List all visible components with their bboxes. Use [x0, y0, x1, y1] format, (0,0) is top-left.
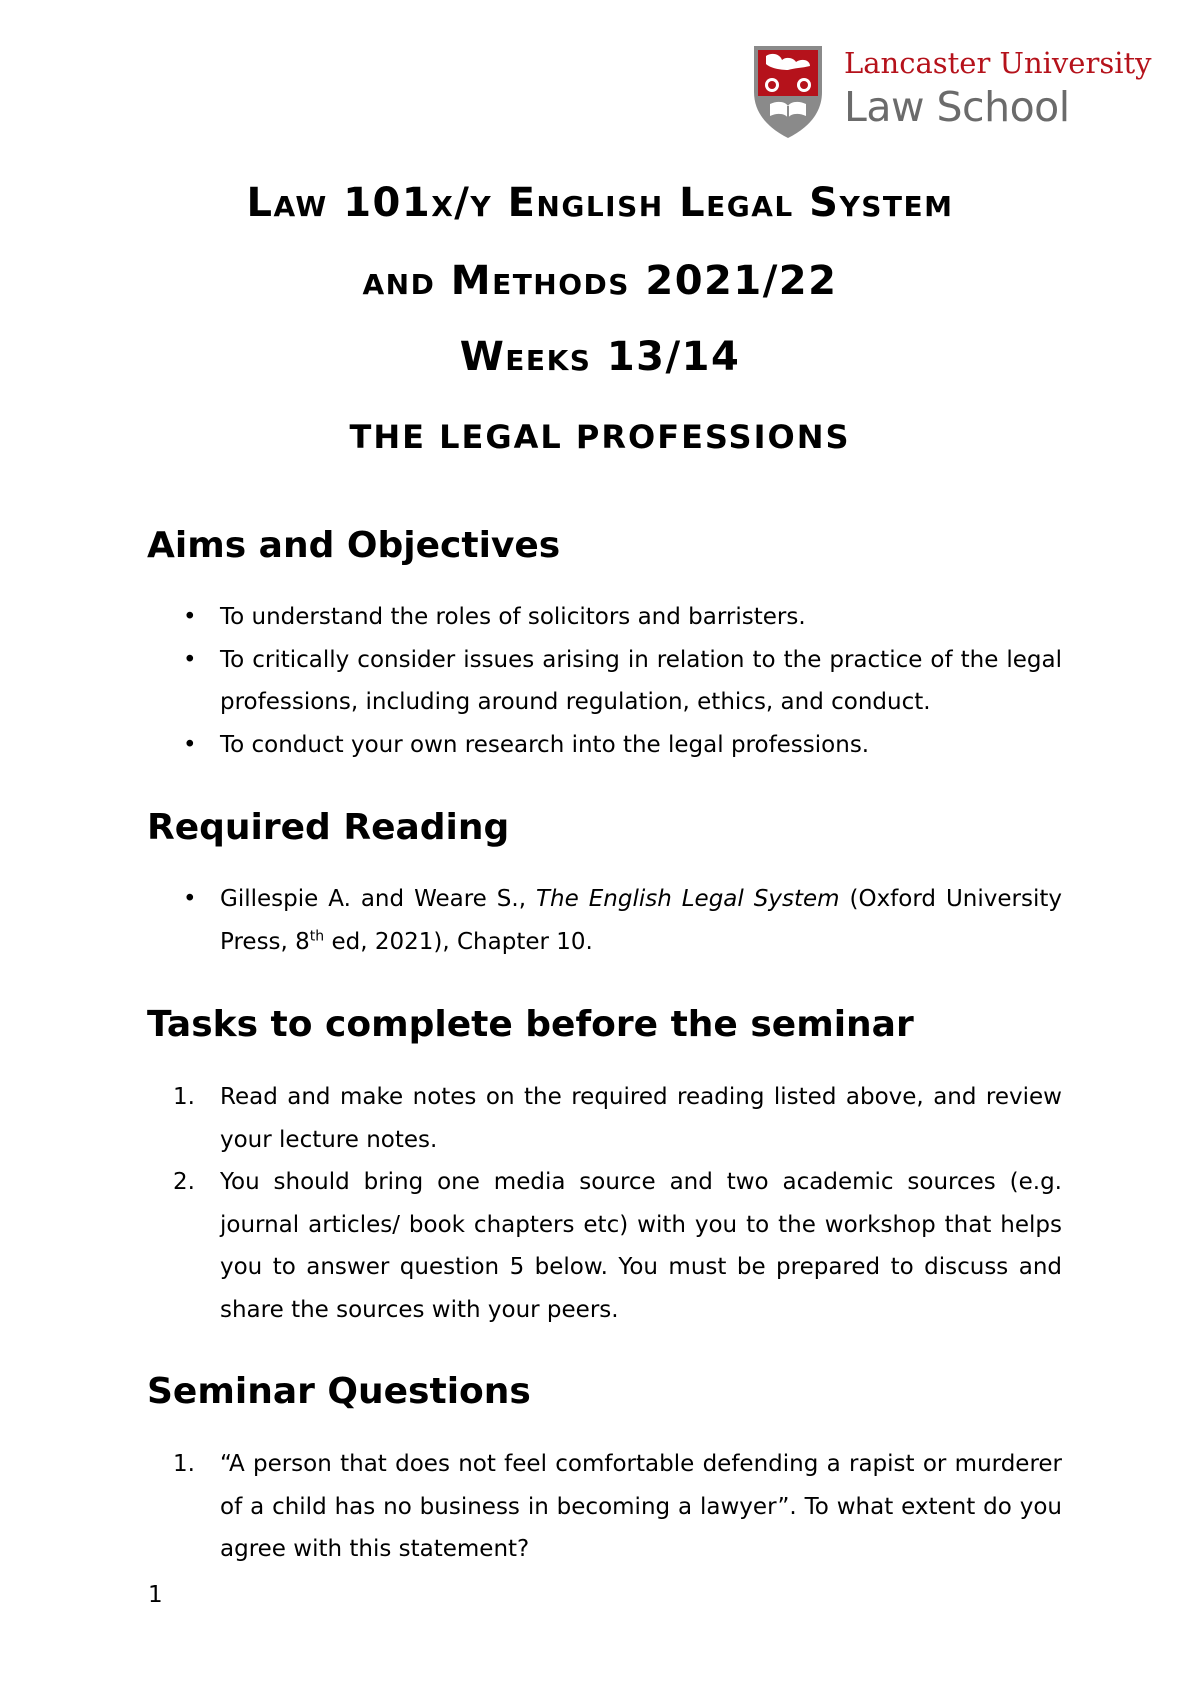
seminar-list	[147, 1443, 1062, 1571]
reading-publisher: (Oxford University Press, 8	[220, 886, 1062, 955]
aims-list	[147, 596, 1062, 766]
seminar-heading: Seminar Questions	[147, 1371, 531, 1412]
number-marker: 2.	[173, 1169, 195, 1195]
aims-item: • To understand the roles of solicitors and barristers.	[147, 596, 1062, 639]
tasks-list	[147, 1076, 1062, 1331]
aims-heading: Aims and Objectives	[147, 525, 561, 566]
number-marker: 1.	[173, 1451, 195, 1477]
aims-item: • To critically consider issues arising in relation to the practice of the legal professions, including around regulation, ethics, and conduct.	[147, 639, 1062, 724]
logo-university-name: Lancaster University	[844, 46, 1152, 80]
course-title-line1: Law 101x/y English Legal System	[246, 180, 954, 226]
tasks-list-container	[147, 1076, 1062, 1331]
number-marker: 1.	[173, 1084, 195, 1110]
tasks-section	[147, 1003, 1062, 1047]
course-title-line2: and Methods 2021/22	[362, 258, 838, 304]
reading-item	[147, 878, 1062, 963]
reading-ordinal: th	[309, 927, 325, 944]
bullet-marker: •	[183, 646, 197, 673]
university-logo	[752, 44, 1152, 140]
aims-item: • To conduct your own research into the legal professions.	[147, 724, 1062, 767]
task-item: 2. You should bring one media source and two academic sources (e.g. journal articles/ book chapters etc) with you to the workshop that helps you to answer question 5 below. You must be prepared to discuss and share the sources with your peers.	[147, 1161, 1062, 1331]
reading-heading: Required Reading	[147, 807, 510, 848]
reading-list-container	[147, 878, 1062, 963]
logo-school-name: Law School	[844, 83, 1070, 131]
reading-authors: Gillespie A. and Weare S.,	[220, 886, 536, 912]
aims-list-container	[147, 596, 1062, 766]
seminar-question: 1. “A person that does not feel comfortable defending a rapist or murderer of a child has no business in becoming a lawyer”. To what extent do you agree with this statement?	[147, 1443, 1062, 1571]
shield-crest-icon	[752, 44, 824, 140]
aims-section	[147, 524, 1062, 568]
page-number: 1	[148, 1582, 163, 1608]
reading-section	[147, 806, 1062, 850]
topic-title: THE LEGAL PROFESSIONS	[349, 418, 851, 456]
bullet-marker: •	[183, 731, 197, 758]
task-item: 1. Read and make notes on the required reading listed above, and review your lecture notes.	[147, 1076, 1062, 1161]
bullet-marker: •	[183, 886, 197, 912]
reading-list	[147, 878, 1062, 963]
reading-rest: ed, 2021), Chapter 10.	[324, 928, 593, 955]
reading-book-title: The English Legal System	[535, 886, 840, 912]
tasks-heading: Tasks to complete before the seminar	[147, 1004, 914, 1045]
weeks-title: Weeks 13/14	[459, 334, 741, 380]
seminar-section	[147, 1370, 1062, 1414]
bullet-marker: •	[183, 604, 197, 630]
seminar-list-container	[147, 1443, 1062, 1571]
